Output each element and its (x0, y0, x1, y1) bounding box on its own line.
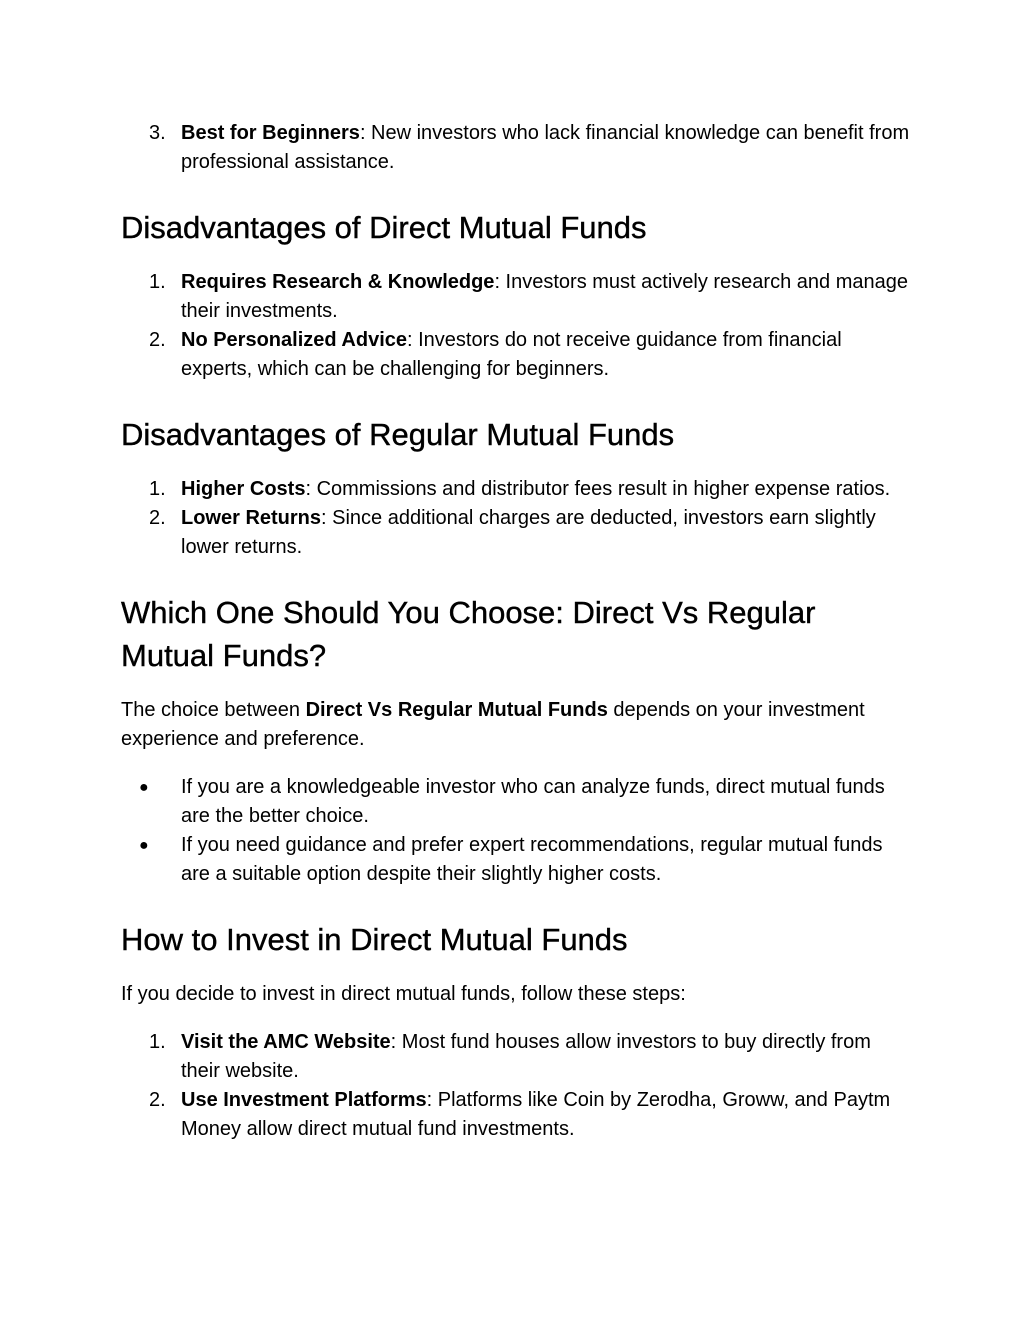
list-marker: 2. (149, 329, 166, 351)
item-term: Use Investment Platforms (181, 1089, 427, 1111)
list-item (121, 1086, 911, 1144)
choice-bullet-list (121, 773, 911, 889)
item-description: : Most fund houses allow investors to buy directly from their website. (181, 1031, 871, 1082)
item-description: If you are a knowledgeable investor who can analyze funds, direct mutual funds are the better choice. (181, 776, 885, 827)
item-description: : Commissions and distributor fees result in higher expense ratios. (305, 478, 891, 500)
item-description: : Investors must actively research and manage their investments. (181, 271, 908, 322)
list-marker: 3. (149, 122, 166, 144)
direct-disadvantages-list (121, 268, 911, 384)
item-description: : Investors do not receive guidance from financial experts, which can be challenging for beginners. (181, 329, 842, 380)
item-term: Higher Costs (181, 478, 306, 500)
beginners-list (121, 119, 911, 177)
list-item (121, 475, 911, 504)
item-term: Lower Returns (181, 507, 322, 529)
intro-paragraph (121, 696, 911, 754)
list-item (121, 504, 911, 562)
list-item (121, 773, 911, 831)
list-marker: 1. (149, 271, 166, 293)
invest-steps-list (121, 1028, 911, 1144)
item-term: Requires Research & Knowledge (181, 271, 495, 293)
document-content (121, 119, 911, 1144)
list-marker: 1. (149, 478, 166, 500)
list-marker: 1. (149, 1031, 166, 1053)
paragraph-emphasis: Direct Vs Regular Mutual Funds (305, 699, 608, 721)
item-term: No Personalized Advice (181, 329, 407, 351)
intro-paragraph: If you decide to invest in direct mutual funds, follow these steps: (121, 983, 686, 1005)
section-heading: Disadvantages of Regular Mutual Funds (121, 417, 675, 452)
list-marker: 2. (149, 1089, 166, 1111)
item-term: Best for Beginners (181, 122, 360, 144)
paragraph-text: The choice between (121, 699, 306, 721)
item-term: Visit the AMC Website (181, 1031, 391, 1053)
section-heading: How to Invest in Direct Mutual Funds (121, 922, 628, 957)
list-item (121, 1028, 911, 1086)
paragraph-text: depends on your investment experience and preference. (121, 699, 865, 750)
list-marker: 2. (149, 507, 166, 529)
bullet-icon: ● (139, 779, 149, 796)
list-item (121, 119, 911, 177)
regular-disadvantages-list (121, 475, 911, 562)
item-description: : New investors who lack financial knowledge can benefit from professional assistance. (181, 122, 910, 173)
list-item (121, 326, 911, 384)
list-item (121, 268, 911, 326)
item-description: : Platforms like Coin by Zerodha, Groww, and Paytm Money allow direct mutual fund investments. (181, 1089, 891, 1140)
item-description: : Since additional charges are deducted, investors earn slightly lower returns. (181, 507, 876, 558)
section-heading: Disadvantages of Direct Mutual Funds (121, 210, 647, 245)
section-heading: Which One Should You Choose: Direct Vs Regular Mutual Funds? (121, 595, 816, 673)
bullet-icon: ● (139, 837, 149, 854)
item-description: If you need guidance and prefer expert recommendations, regular mutual funds are a suitable option despite their slightly higher costs. (181, 834, 883, 885)
list-item (121, 831, 911, 889)
